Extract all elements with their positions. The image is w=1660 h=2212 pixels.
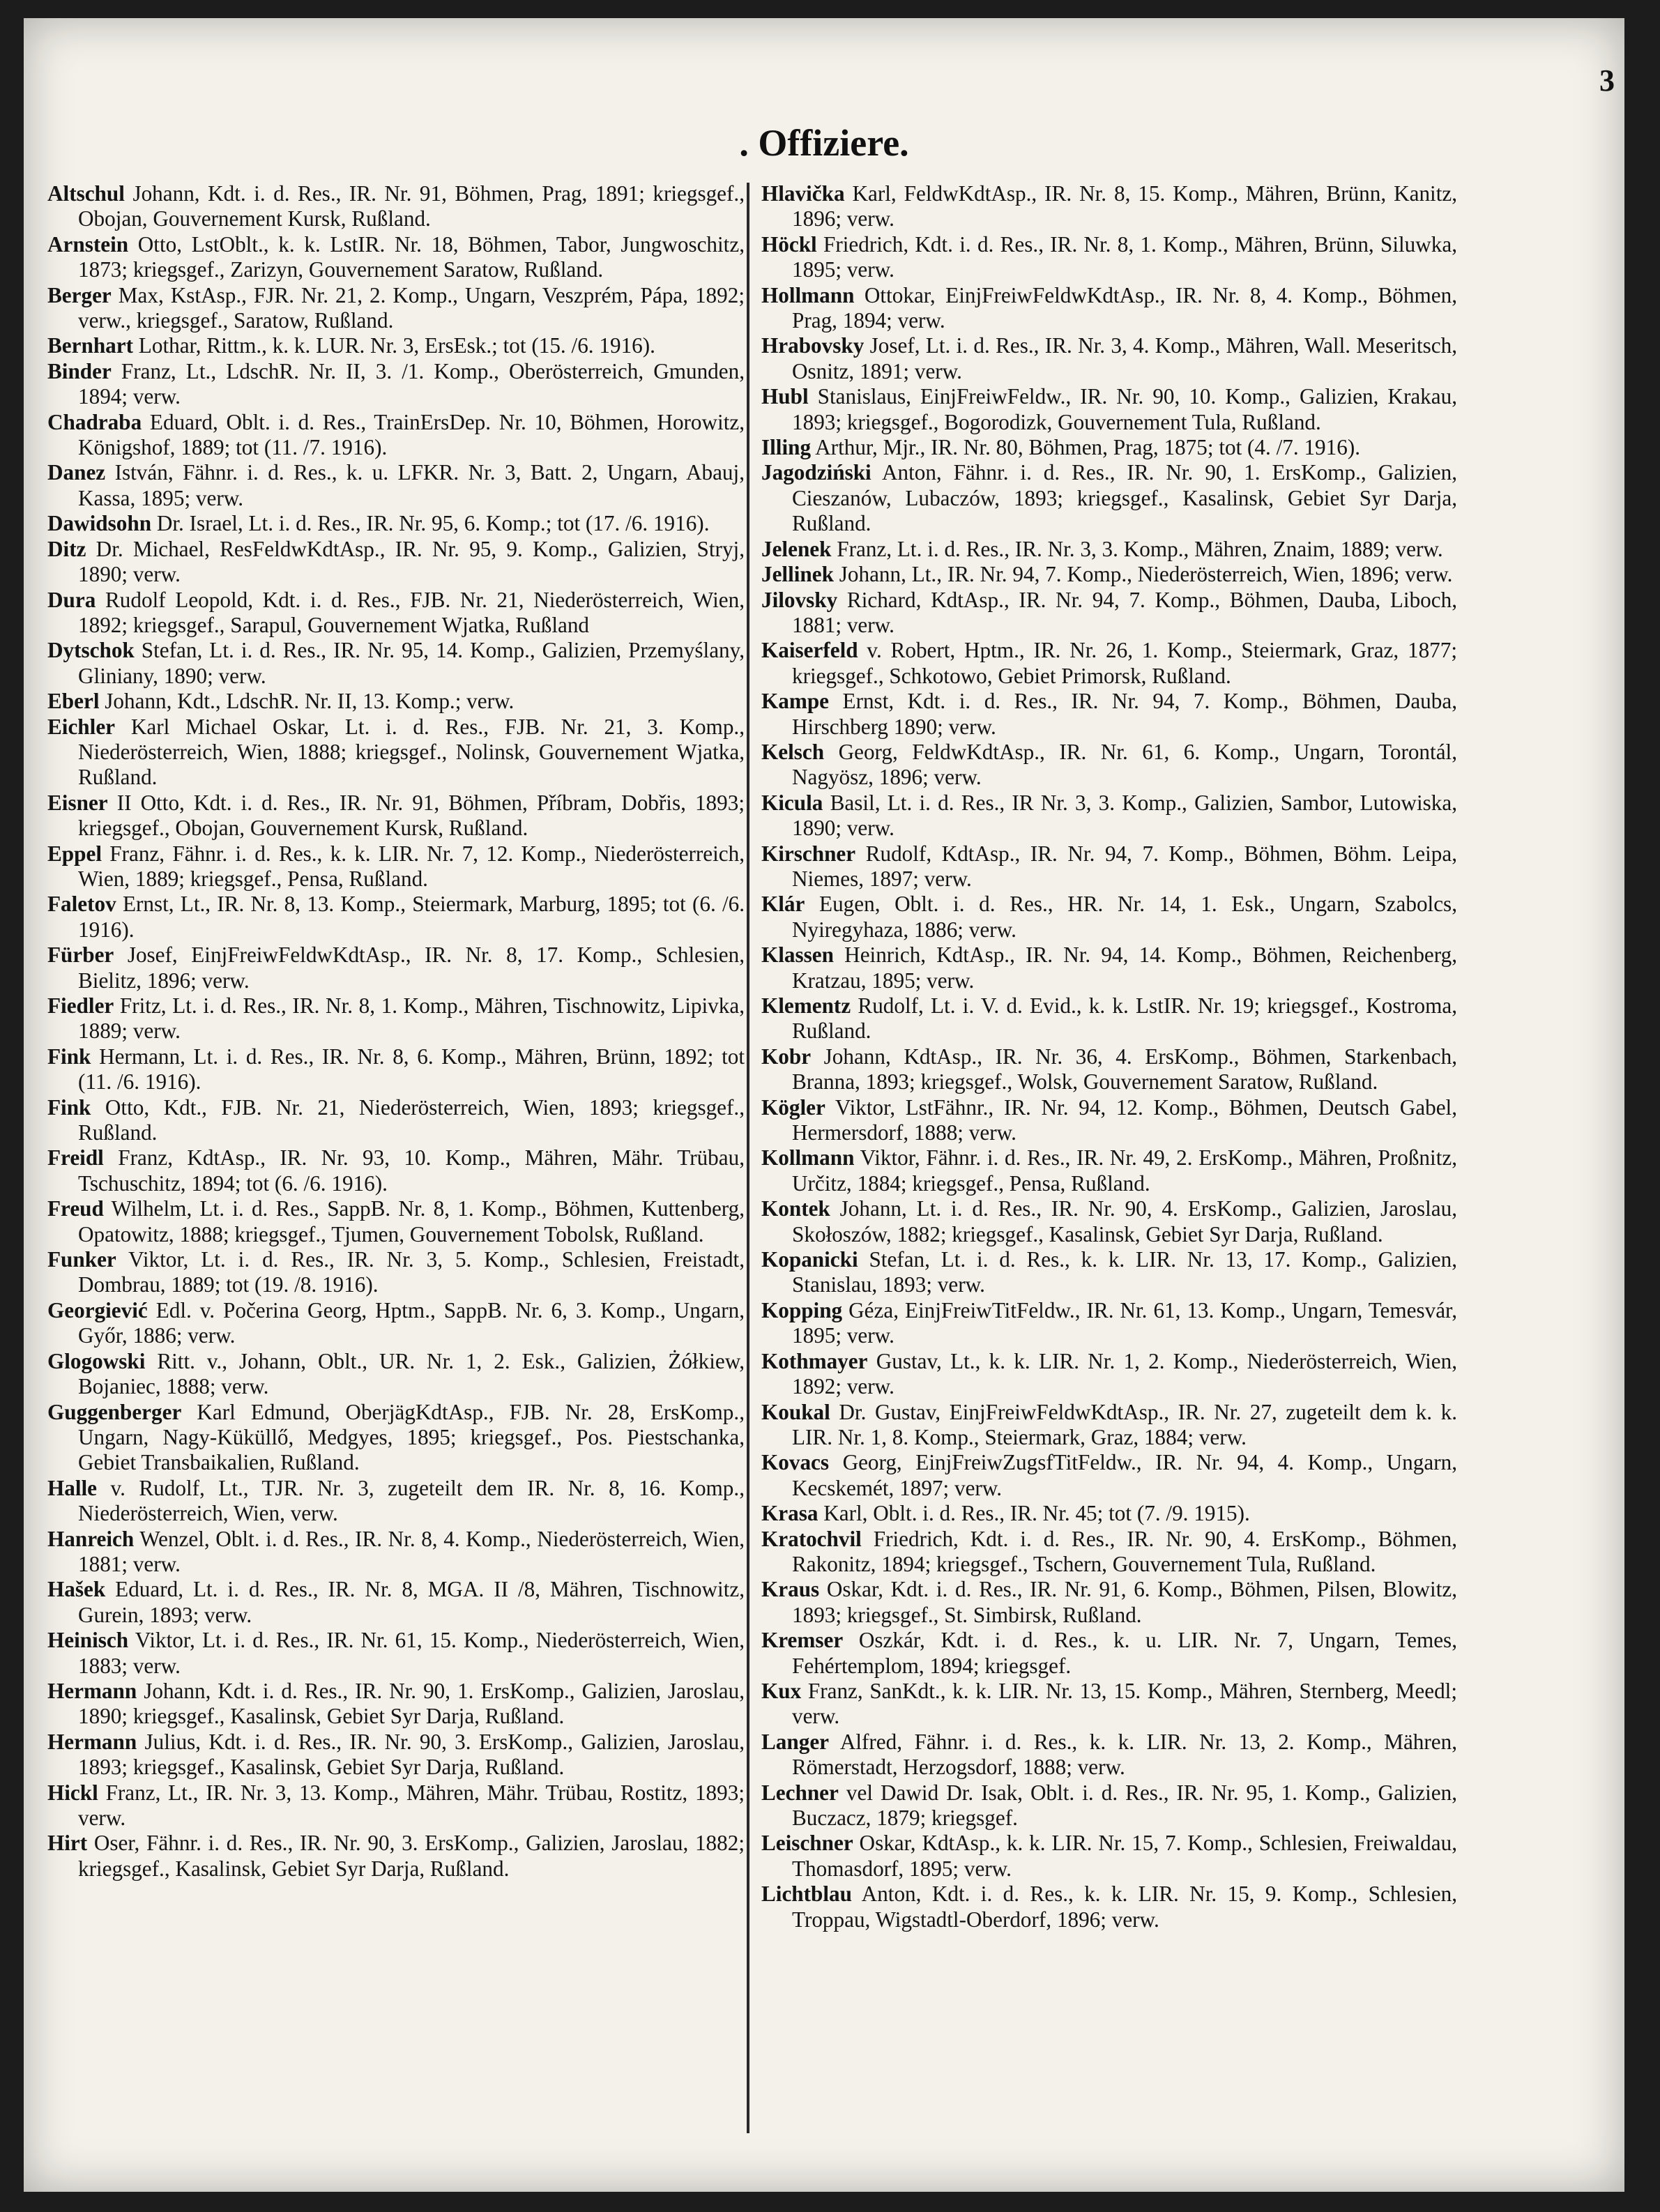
officer-details: Alfred, Fähnr. i. d. Res., k. k. LIR. Nr. 13, 2. Komp., Mähren, Römerstadt, Herzogsdorf, 1888; verw. <box>792 1729 1457 1780</box>
officer-details: Friedrich, Kdt. i. d. Res., IR. Nr. 90, 4. ErsKomp., Böhmen, Rakonitz, 1894; kriegsgef., Tschern, Gouvernement Tula, Rußland. <box>792 1526 1457 1576</box>
left-column <box>47 181 745 1882</box>
officer-details: vel Dawid Dr. Isak, Oblt. i. d. Res., IR. Nr. 95, 1. Komp., Galizien, Buczacz, 1879; kriegsgef. <box>792 1780 1457 1830</box>
officer-details: Karl Michael Oskar, Lt. i. d. Res., FJB. Nr. 21, 3. Komp., Niederösterreich, Wien, 1888; kriegsgef., Nolinsk, Gouvernement Wjatka, Rußland. <box>78 714 745 790</box>
officer-surname: Binder <box>47 358 112 383</box>
officer-details: v. Robert, Hptm., IR. Nr. 26, 1. Komp., Steiermark, Graz, 1877; kriegsgef., Schkotowo, Gebiet Primorsk, Rußland. <box>792 638 1458 688</box>
officer-surname: Altschul <box>47 181 125 206</box>
officer-surname: Kopping <box>761 1297 843 1322</box>
officer-entry <box>761 791 1457 841</box>
officer-entry <box>761 1400 1457 1451</box>
officer-details: Géza, EinjFreiwTitFeldw., IR. Nr. 61, 13. Komp., Ungarn, Temesvár, 1895; verw. <box>792 1297 1457 1348</box>
officer-entry <box>47 1145 745 1196</box>
officer-surname: Kux <box>761 1678 802 1703</box>
officer-details: Josef, EinjFreiwFeldwKdtAsp., IR. Nr. 8, 17. Komp., Schlesien, Bielitz, 1896; verw. <box>78 943 745 993</box>
right-column <box>761 181 1457 1932</box>
officer-surname: Eisner <box>47 790 108 815</box>
column-divider <box>747 183 749 2133</box>
officer-entry <box>47 283 745 334</box>
officer-details: Edl. v. Počerina Georg, Hptm., SappB. Nr. 6, 3. Komp., Ungarn, Győr, 1886; verw. <box>78 1297 745 1348</box>
officer-surname: Hermann <box>47 1678 137 1703</box>
officer-details: Oskar, KdtAsp., k. k. LIR. Nr. 15, 7. Komp., Schlesien, Freiwaldau, Thomasdorf, 1895; verw. <box>792 1831 1457 1881</box>
officer-surname: Dytschok <box>47 638 135 663</box>
officer-entry <box>47 410 745 461</box>
officer-surname: Krasa <box>761 1501 818 1526</box>
officer-details: Georg, FeldwKdtAsp., IR. Nr. 61, 6. Komp., Ungarn, Torontál, Nagyösz, 1896; verw. <box>792 739 1457 790</box>
officer-details: Karl Edmund, OberjägKdtAsp., FJB. Nr. 28, ErsKomp., Ungarn, Nagy-Küküllő, Medgyes, 1895; kriegsgef., Pos. Piestschanka, Gebiet Transbaikalien, Rußland. <box>78 1399 745 1475</box>
officer-surname: Eppel <box>47 841 102 866</box>
officer-surname: Hickl <box>47 1780 98 1805</box>
officer-surname: Jilovsky <box>761 587 838 612</box>
officer-details: Johann, Kdt., LdschR. Nr. II, 13. Komp.; verw. <box>105 689 515 714</box>
officer-entry <box>47 460 745 511</box>
officer-surname: Hubl <box>761 384 809 409</box>
officer-entry <box>47 993 745 1044</box>
officer-entry <box>47 943 745 993</box>
officer-surname: Kollmann <box>761 1145 855 1170</box>
officer-details: Fritz, Lt. i. d. Res., IR. Nr. 8, 1. Komp., Mähren, Tischnowitz, Lipivka, 1889; verw. <box>78 993 745 1044</box>
officer-entry <box>761 1044 1457 1095</box>
officer-surname: Chadraba <box>47 409 142 434</box>
officer-details: Franz, Lt., IR. Nr. 3, 13. Komp., Mähren, Mähr. Trübau, Rostitz, 1893; verw. <box>78 1780 745 1830</box>
officer-entry <box>761 1196 1457 1247</box>
officer-entry <box>47 1476 745 1527</box>
officer-surname: Kobr <box>761 1044 812 1069</box>
officer-entry <box>761 841 1457 892</box>
officer-surname: Fink <box>47 1044 91 1069</box>
officer-details: Friedrich, Kdt. i. d. Res., IR. Nr. 8, 1. Komp., Mähren, Brünn, Siluwka, 1895; verw. <box>792 231 1458 282</box>
officer-surname: Halle <box>47 1475 98 1500</box>
officer-details: Franz, SanKdt., k. k. LIR. Nr. 13, 15. Komp., Mähren, Sternberg, Meedl; verw. <box>792 1678 1458 1729</box>
officer-details: Oser, Fähnr. i. d. Res., IR. Nr. 90, 3. ErsKomp., Galizien, Jaroslau, 1882; kriegsgef., Kasalinsk, Gebiet Syr Darja, Rußland. <box>78 1831 745 1881</box>
officer-surname: Heinisch <box>47 1628 129 1653</box>
officer-details: Anton, Kdt. i. d. Res., k. k. LIR. Nr. 15, 9. Komp., Schlesien, Troppau, Wigstadtl-Oberdorf, 1896; verw. <box>792 1882 1457 1932</box>
officer-details: Ritt. v., Johann, Oblt., UR. Nr. 1, 2. Esk., Galizien, Żółkiew, Bojaniec, 1888; verw. <box>78 1348 745 1399</box>
officer-surname: Jelenek <box>761 536 832 561</box>
officer-surname: Funker <box>47 1247 116 1272</box>
officer-entry <box>47 588 745 639</box>
officer-details: Ottokar, EinjFreiwFeldwKdtAsp., IR. Nr. 8, 4. Komp., Böhmen, Prag, 1894; verw. <box>792 282 1457 333</box>
officer-entry <box>761 1780 1457 1831</box>
officer-details: Viktor, Lt. i. d. Res., IR. Nr. 61, 15. Komp., Niederösterreich, Wien, 1883; verw. <box>78 1628 745 1678</box>
officer-details: Johann, KdtAsp., IR. Nr. 36, 4. ErsKomp., Böhmen, Starkenbach, Branna, 1893; kriegsgef., Wolsk, Gouvernement Saratow, Rußland. <box>792 1044 1457 1094</box>
officer-entry <box>761 1349 1457 1400</box>
officer-surname: Hollmann <box>761 282 855 307</box>
officer-surname: Leischner <box>761 1831 853 1856</box>
officer-entry <box>47 1577 745 1628</box>
officer-surname: Eichler <box>47 714 116 739</box>
officer-entry <box>761 588 1457 639</box>
officer-details: Basil, Lt. i. d. Res., IR Nr. 3, 3. Komp., Galizien, Sambor, Lutowiska, 1890; verw. <box>792 790 1457 841</box>
officer-details: Julius, Kdt. i. d. Res., IR. Nr. 90, 3. ErsKomp., Galizien, Jaroslau, 1893; kriegsgef., Kasalinsk, Gebiet Syr Darja, Rußland. <box>78 1729 745 1780</box>
officer-entry <box>761 1095 1457 1146</box>
officer-details: Rudolf, Lt. i. V. d. Evid., k. k. LstIR. Nr. 19; kriegsgef., Kostroma, Rußland. <box>792 993 1457 1044</box>
officer-surname: Danez <box>47 460 106 485</box>
officer-entry <box>47 791 745 841</box>
officer-details: Johann, Kdt. i. d. Res., IR. Nr. 90, 1. ErsKomp., Galizien, Jaroslau, 1890; kriegsgef., Kasalinsk, Gebiet Syr Darja, Rußland. <box>78 1678 745 1729</box>
officer-entry <box>47 359 745 410</box>
officer-entry <box>47 1095 745 1146</box>
officer-details: Franz, KdtAsp., IR. Nr. 93, 10. Komp., Mähren, Mähr. Trübau, Tschuschitz, 1894; tot (6. /6. 1916). <box>78 1145 745 1196</box>
officer-details: Dr. Gustav, EinjFreiwFeldwKdtAsp., IR. Nr. 27, zugeteilt dem k. k. LIR. Nr. 1, 8. Komp., Steiermark, Graz, 1884; verw. <box>792 1399 1457 1449</box>
officer-entry <box>761 1247 1457 1298</box>
officer-surname: Illing <box>761 435 812 460</box>
officer-surname: Klár <box>761 892 805 917</box>
officer-details: Rudolf, KdtAsp., IR. Nr. 94, 7. Komp., Böhmen, Böhm. Leipa, Niemes, 1897; verw. <box>792 841 1457 891</box>
officer-details: Wenzel, Oblt. i. d. Res., IR. Nr. 8, 4. Komp., Niederösterreich, Wien, 1881; verw. <box>78 1526 745 1576</box>
officer-entry <box>761 1628 1457 1679</box>
officer-surname: Berger <box>47 282 112 307</box>
officer-details: Viktor, LstFähnr., IR. Nr. 94, 12. Komp., Böhmen, Deutsch Gabel, Hermersdorf, 1888; verw. <box>792 1094 1458 1145</box>
officer-details: Richard, KdtAsp., IR. Nr. 94, 7. Komp., Böhmen, Dauba, Liboch, 1881; verw. <box>792 587 1457 637</box>
officer-details: Otto, Kdt., FJB. Nr. 21, Niederösterreich, Wien, 1893; kriegsgef., Rußland. <box>78 1094 745 1145</box>
officer-surname: Kraus <box>761 1577 820 1602</box>
officer-entry <box>47 638 745 689</box>
officer-entry <box>47 537 745 588</box>
officer-entry <box>47 1400 745 1476</box>
officer-details: Karl, Oblt. i. d. Res., IR. Nr. 45; tot (7. /9. 1915). <box>823 1501 1250 1526</box>
officer-entry <box>761 1298 1457 1349</box>
officer-surname: Guggenberger <box>47 1399 182 1424</box>
officer-entry <box>47 1527 745 1578</box>
officer-entry <box>47 689 745 714</box>
officer-surname: Hrabovsky <box>761 333 865 358</box>
officer-entry <box>47 333 745 358</box>
officer-entry <box>761 1145 1457 1196</box>
officer-details: Johann, Lt. i. d. Res., IR. Nr. 90, 4. ErsKomp., Galizien, Jaroslau, Skołoszów, 1882; kriegsgef., Kasalinsk, Gebiet Syr Darja, Rußland. <box>792 1196 1457 1246</box>
officer-surname: Fink <box>47 1094 91 1120</box>
officer-surname: Arnstein <box>47 231 129 257</box>
officer-details: Eduard, Oblt. i. d. Res., TrainErsDep. Nr. 10, Böhmen, Horowitz, Königshof, 1889; tot (11. /7. 1916). <box>78 409 745 460</box>
officer-entry <box>47 1679 745 1730</box>
officer-surname: Freidl <box>47 1145 104 1170</box>
officer-surname: Kelsch <box>761 739 825 764</box>
officer-surname: Kaiserfeld <box>761 638 858 663</box>
officer-surname: Kontek <box>761 1196 830 1221</box>
officer-entry <box>47 841 745 892</box>
officer-details: Oskar, Kdt. i. d. Res., IR. Nr. 91, 6. Komp., Böhmen, Pilsen, Blowitz, 1893; kriegsgef., St. Simbirsk, Rußland. <box>792 1577 1458 1627</box>
officer-details: Otto, LstOblt., k. k. LstIR. Nr. 18, Böhmen, Tabor, Jungwoschitz, 1873; kriegsgef., Zarizyn, Gouvernement Saratow, Rußland. <box>78 231 745 282</box>
officer-entry <box>47 1730 745 1780</box>
officer-details: Anton, Fähnr. i. d. Res., IR. Nr. 90, 1. ErsKomp., Galizien, Cieszanów, Lubaczów, 1893; kriegsgef., Kasalinsk, Gebiet Syr Darja, Rußland. <box>792 460 1458 536</box>
officer-entry <box>47 892 745 943</box>
officer-details: v. Rudolf, Lt., TJR. Nr. 3, zugeteilt dem IR. Nr. 8, 16. Komp., Niederösterreich, Wien, verw. <box>78 1475 745 1526</box>
officer-entry <box>761 740 1457 791</box>
officer-surname: Fiedler <box>47 993 114 1018</box>
officer-entry <box>761 1501 1457 1526</box>
officer-surname: Kampe <box>761 689 830 714</box>
officer-surname: Georgiević <box>47 1297 148 1322</box>
officer-entry <box>761 1730 1457 1780</box>
officer-details: Stanislaus, EinjFreiwFeldw., IR. Nr. 90, 10. Komp., Galizien, Krakau, 1893; kriegsgef., Bogorodizk, Gouvernement Tula, Rußland. <box>792 384 1458 434</box>
officer-surname: Kovacs <box>761 1450 830 1475</box>
officer-entry <box>761 1577 1457 1628</box>
officer-surname: Koukal <box>761 1399 830 1424</box>
officer-surname: Jellinek <box>761 562 834 587</box>
officer-details: Stefan, Lt. i. d. Res., IR. Nr. 95, 14. Komp., Galizien, Przemyślany, Gliniany, 1890; verw. <box>78 638 745 688</box>
officer-surname: Hermann <box>47 1729 137 1754</box>
officer-details: István, Fähnr. i. d. Res., k. u. LFKR. Nr. 3, Batt. 2, Ungarn, Abauj, Kassa, 1895; verw. <box>78 460 745 510</box>
officer-entry <box>761 384 1457 435</box>
officer-details: Hermann, Lt. i. d. Res., IR. Nr. 8, 6. Komp., Mähren, Brünn, 1892; tot (11. /6. 1916). <box>78 1044 745 1094</box>
officer-entry <box>761 638 1457 689</box>
officer-surname: Kremser <box>761 1628 844 1653</box>
page-title: . Offiziere. <box>739 122 909 164</box>
officer-entry <box>47 1196 745 1247</box>
officer-entry <box>761 333 1457 384</box>
officer-entry <box>761 460 1457 536</box>
officer-details: II Otto, Kdt. i. d. Res., IR. Nr. 91, Böhmen, Příbram, Dobřis, 1893; kriegsgef., Obojan, Gouvernement Kursk, Rußland. <box>78 790 745 841</box>
officer-surname: Kirschner <box>761 841 856 866</box>
officer-details: Eduard, Lt. i. d. Res., IR. Nr. 8, MGA. II /8, Mähren, Tischnowitz, Gurein, 1893; verw. <box>78 1577 745 1627</box>
officer-entry <box>47 511 745 536</box>
officer-details: Ernst, Lt., IR. Nr. 8, 13. Komp., Steiermark, Marburg, 1895; tot (6. /6. 1916). <box>78 892 745 942</box>
officer-entry <box>47 181 745 232</box>
officer-surname: Klementz <box>761 993 851 1018</box>
officer-surname: Höckl <box>761 231 817 257</box>
officer-surname: Freud <box>47 1196 104 1221</box>
officer-entry <box>761 892 1457 943</box>
officer-surname: Kratochvil <box>761 1526 862 1551</box>
officer-entry <box>761 1831 1457 1882</box>
officer-surname: Lechner <box>761 1780 839 1805</box>
officer-details: Franz, Fähnr. i. d. Res., k. k. LIR. Nr. 7, 12. Komp., Niederösterreich, Wien, 1889; kriegsgef., Pensa, Rußland. <box>78 841 745 891</box>
officer-entry <box>761 1882 1457 1932</box>
officer-details: Eugen, Oblt. i. d. Res., HR. Nr. 14, 1. Esk., Ungarn, Szabolcs, Nyiregyhaza, 1886; verw. <box>792 892 1457 942</box>
officer-entry <box>47 1349 745 1400</box>
officer-surname: Dura <box>47 587 96 612</box>
officer-details: Johann, Kdt. i. d. Res., IR. Nr. 91, Böhmen, Prag, 1891; kriegsgef., Obojan, Gouvernement Kursk, Rußland. <box>78 181 745 231</box>
officer-details: Viktor, Lt. i. d. Res., IR. Nr. 3, 5. Komp., Schlesien, Freistadt, Dombrau, 1889; tot (19. /8. 1916). <box>78 1247 745 1297</box>
officer-details: Viktor, Fähnr. i. d. Res., IR. Nr. 49, 2. ErsKomp., Mähren, Proßnitz, Určitz, 1884; kriegsgef., Pensa, Rußland. <box>792 1145 1457 1196</box>
officer-surname: Hašek <box>47 1577 106 1602</box>
officer-details: Max, KstAsp., FJR. Nr. 21, 2. Komp., Ungarn, Veszprém, Pápa, 1892; verw., kriegsgef., Saratow, Rußland. <box>78 282 745 333</box>
page-number: 3 <box>1599 63 1615 98</box>
officer-entry <box>47 1247 745 1298</box>
officer-entry <box>47 1044 745 1095</box>
officer-surname: Kothmayer <box>761 1348 868 1373</box>
officer-entry <box>761 993 1457 1044</box>
officer-entry <box>47 1780 745 1831</box>
officer-details: Rudolf Leopold, Kdt. i. d. Res., FJB. Nr. 21, Niederösterreich, Wien, 1892; kriegsgef., Sarapul, Gouvernement Wjatka, Rußland <box>78 587 745 637</box>
officer-details: Georg, EinjFreiwZugsfTitFeldw., IR. Nr. 94, 4. Komp., Ungarn, Kecskemét, 1897; verw. <box>792 1450 1457 1500</box>
officer-entry <box>47 715 745 791</box>
officer-details: Lothar, Rittm., k. k. LUR. Nr. 3, ErsEsk.; tot (15. /6. 1916). <box>138 333 655 358</box>
officer-entry <box>761 1450 1457 1501</box>
officer-details: Johann, Lt., IR. Nr. 94, 7. Komp., Niederösterreich, Wien, 1896; verw. <box>839 562 1453 587</box>
officer-details: Dr. Israel, Lt. i. d. Res., IR. Nr. 95, 6. Komp.; tot (17. /6. 1916). <box>156 511 710 536</box>
officer-entry <box>47 1628 745 1679</box>
officer-entry <box>761 232 1457 283</box>
officer-details: Karl, FeldwKdtAsp., IR. Nr. 8, 15. Komp., Mähren, Brünn, Kanitz, 1896; verw. <box>792 181 1458 231</box>
officer-surname: Ditz <box>47 536 86 561</box>
officer-entry <box>761 943 1457 993</box>
officer-entry <box>47 1298 745 1349</box>
officer-entry <box>761 435 1457 460</box>
officer-entry <box>761 1679 1457 1730</box>
officer-details: Ernst, Kdt. i. d. Res., IR. Nr. 94, 7. Komp., Böhmen, Dauba, Hirschberg 1890; verw. <box>792 689 1458 739</box>
officer-surname: Fürber <box>47 943 114 968</box>
officer-surname: Klassen <box>761 943 834 968</box>
officer-surname: Dawidsohn <box>47 511 152 536</box>
officer-entry <box>761 1527 1457 1578</box>
officer-surname: Kicula <box>761 790 823 815</box>
officer-details: Stefan, Lt. i. d. Res., k. k. LIR. Nr. 13, 17. Komp., Galizien, Stanislau, 1893; verw. <box>792 1247 1457 1297</box>
officer-entry <box>47 1831 745 1882</box>
officer-surname: Kögler <box>761 1094 825 1120</box>
officer-entry <box>761 537 1457 562</box>
officer-entry <box>761 181 1457 232</box>
officer-details: Heinrich, KdtAsp., IR. Nr. 94, 14. Komp., Böhmen, Reichenberg, Kratzau, 1895; verw. <box>792 943 1457 993</box>
officer-entry <box>761 283 1457 334</box>
officer-surname: Lichtblau <box>761 1882 852 1907</box>
officer-details: Arthur, Mjr., IR. Nr. 80, Böhmen, Prag, 1875; tot (4. /7. 1916). <box>815 435 1361 460</box>
officer-surname: Faletov <box>47 892 116 917</box>
officer-details: Dr. Michael, ResFeldwKdtAsp., IR. Nr. 95, 9. Komp., Galizien, Stryj, 1890; verw. <box>78 536 745 587</box>
officer-details: Oszkár, Kdt. i. d. Res., k. u. LIR. Nr. 7, Ungarn, Temes, Fehértemplom, 1894; kriegsgef. <box>792 1628 1457 1678</box>
officer-entry <box>47 232 745 283</box>
officer-details: Wilhelm, Lt. i. d. Res., SappB. Nr. 8, 1. Komp., Böhmen, Kuttenberg, Opatowitz, 1888; kriegsgef., Tjumen, Gouvernement Tobolsk, Rußland. <box>78 1196 745 1246</box>
officer-details: Franz, Lt. i. d. Res., IR. Nr. 3, 3. Komp., Mähren, Znaim, 1889; verw. <box>837 536 1443 561</box>
officer-surname: Langer <box>761 1729 830 1754</box>
officer-surname: Glogowski <box>47 1348 146 1373</box>
officer-surname: Hanreich <box>47 1526 135 1551</box>
officer-surname: Jagodziński <box>761 460 871 485</box>
officer-surname: Eberl <box>47 689 100 714</box>
officer-details: Gustav, Lt., k. k. LIR. Nr. 1, 2. Komp., Niederösterreich, Wien, 1892; verw. <box>792 1348 1458 1399</box>
officer-details: Franz, Lt., LdschR. Nr. II, 3. /1. Komp., Oberösterreich, Gmunden, 1894; verw. <box>78 358 745 409</box>
officer-surname: Bernhart <box>47 333 133 358</box>
document-page <box>24 18 1624 2192</box>
officer-entry <box>761 562 1457 587</box>
officer-surname: Kopanicki <box>761 1247 858 1272</box>
officer-surname: Hlavička <box>761 181 845 206</box>
officer-surname: Hirt <box>47 1831 88 1856</box>
officer-details: Josef, Lt. i. d. Res., IR. Nr. 3, 4. Komp., Mähren, Wall. Meseritsch, Osnitz, 1891; verw. <box>792 333 1457 383</box>
officer-entry <box>761 689 1457 740</box>
